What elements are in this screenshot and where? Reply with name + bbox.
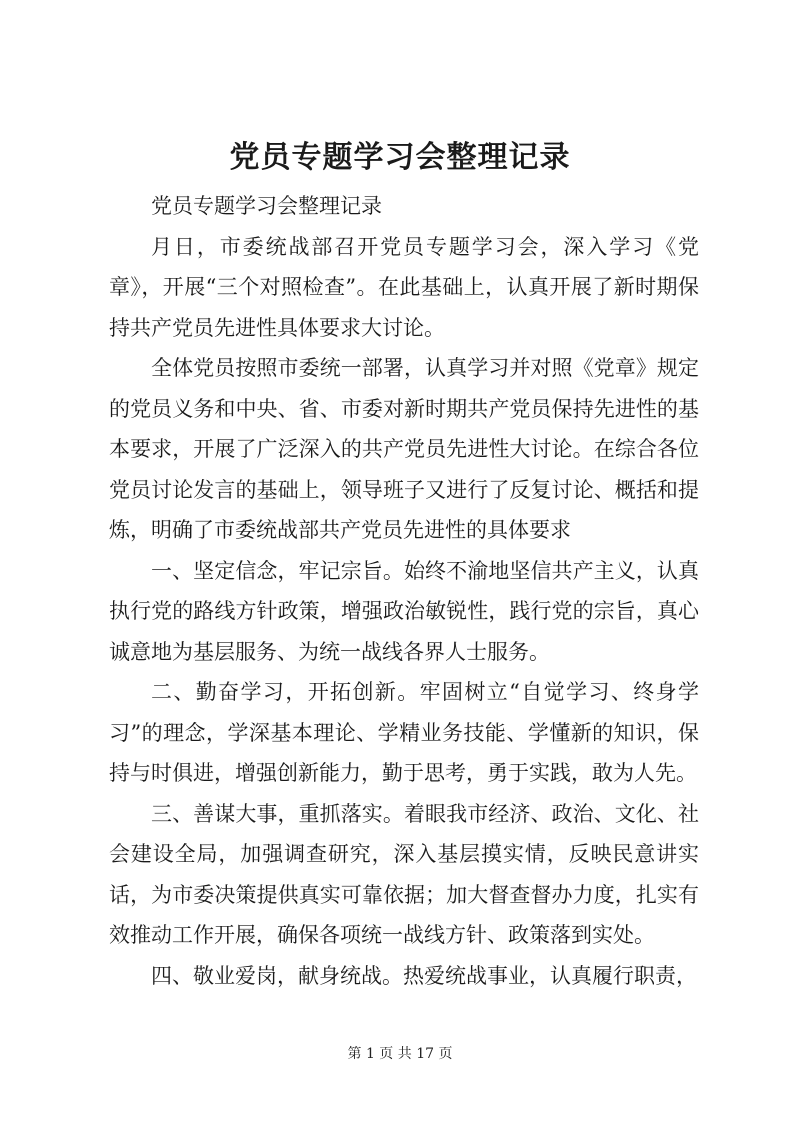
paragraph-discussion: 全体党员按照市委统一部署，认真学习并对照《党章》规定的党员义务和中央、省、市委对新时期共产党员保持先进性的基本要求，开展了广泛深入的共产党员先进性大讨论。在综合各位党员讨论发言的基础上，领导班子又进行了反复讨论、概括和提炼，明确了市委统战部共产党员先进性的具体要求	[109, 356, 699, 542]
paragraph-heading: 党员专题学习会整理记录	[151, 194, 382, 218]
paragraph-requirement-2: 二、勤奋学习，开拓创新。牢固树立“自觉学习、终身学习”的理念，学深基本理论、学精业务技能、学懂新的知识，保持与时俱进，增强创新能力，勤于思考，勇于实践，敢为人先。	[109, 680, 699, 785]
paragraph-requirement-3: 三、善谋大事，重抓落实。着眼我市经济、政治、文化、社会建设全局，加强调查研究，深入基层摸实情，反映民意讲实话，为市委决策提供真实可靠依据；加大督查督办力度，扎实有效推动工作开展，确保各项统一战线方针、政策落到实处。	[109, 801, 699, 947]
page-number-footer: 第 1 页 共 17 页	[347, 1046, 453, 1062]
paragraph-requirement-4: 四、敬业爱岗，献身统战。热爱统战事业，认真履行职责，	[151, 963, 697, 988]
paragraph-requirement-1: 一、坚定信念，牢记宗旨。始终不渝地坚信共产主义，认真执行党的路线方针政策，增强政治敏锐性，践行党的宗旨，真心诚意地为基层服务、为统一战线各界人士服务。	[109, 558, 699, 664]
paragraph-intro: 月日，市委统战部召开党员专题学习会，深入学习《党章》，开展“三个对照检查”。在此基础上，认真开展了新时期保持共产党员先进性具体要求大讨论。	[109, 234, 699, 340]
document-body	[109, 186, 699, 996]
document-title: 党员专题学习会整理记录	[229, 140, 571, 175]
